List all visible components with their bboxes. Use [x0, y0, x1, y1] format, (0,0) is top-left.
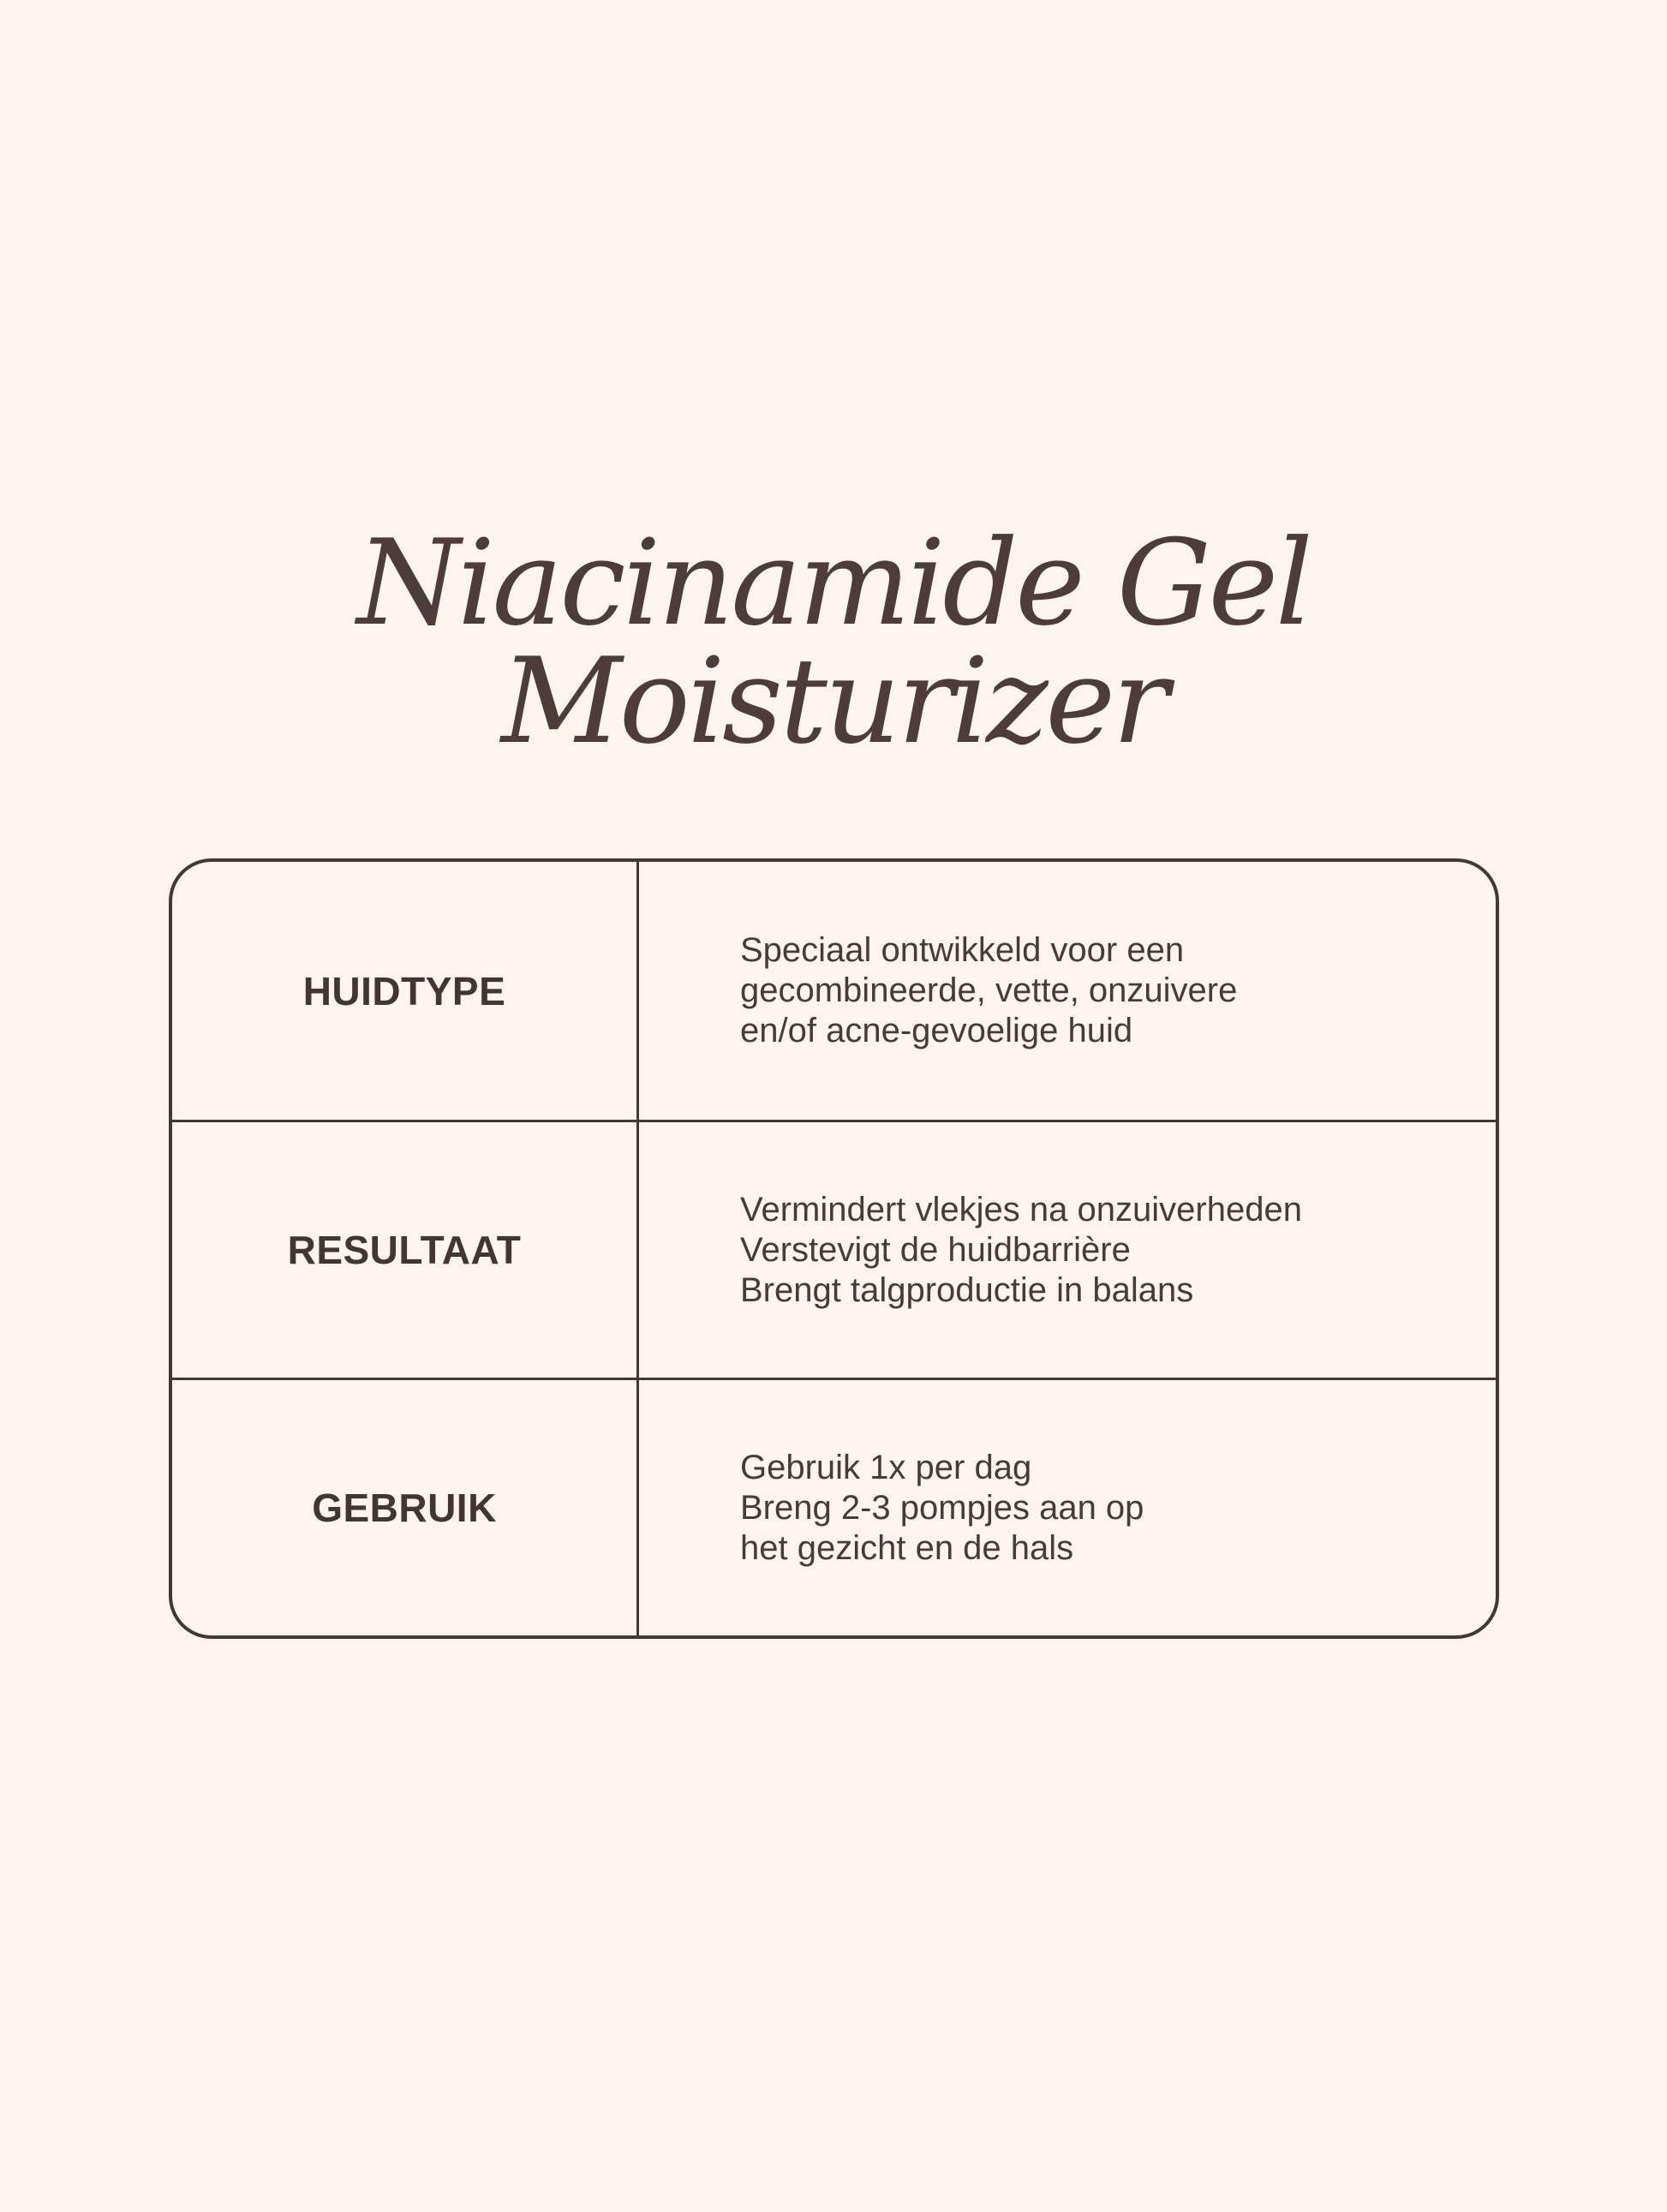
gebruik-content-line: het gezicht en de hals [740, 1528, 1074, 1567]
resultaat-content-line: Vermindert vlekjes na onzuiverheden [740, 1190, 1302, 1229]
table-row-resultaat-content-cell [639, 1120, 1496, 1378]
gebruik-label: GEBRUIK [312, 1486, 497, 1530]
table-row-huidtype-content-cell [639, 862, 1496, 1120]
product-info-table [169, 858, 1499, 1639]
table-row-gebruik-label-cell [172, 1378, 639, 1635]
product-title [0, 514, 1667, 771]
gebruik-content-line: Gebruik 1x per dag [740, 1448, 1032, 1486]
resultaat-label: RESULTAAT [287, 1228, 522, 1272]
table-row-huidtype-label-cell [172, 862, 639, 1120]
product-title-line-2: Moisturizer [500, 632, 1167, 771]
gebruik-content [740, 1448, 1144, 1569]
resultaat-content [740, 1190, 1302, 1311]
resultaat-content-line: Verstevigt de huidbarrière [740, 1230, 1131, 1269]
gebruik-content-line: Breng 2-3 pompjes aan op [740, 1488, 1144, 1527]
huidtype-label: HUIDTYPE [302, 968, 506, 1013]
huidtype-content-line: en/of acne-gevoelige huid [740, 1012, 1133, 1049]
huidtype-content-line: Speciaal ontwikkeld voor een [740, 931, 1185, 969]
huidtype-content [740, 930, 1237, 1051]
table-row-resultaat-label-cell [172, 1120, 639, 1378]
huidtype-content-line: gecombineerde, vette, onzuivere [740, 971, 1238, 1009]
table-row-gebruik-content-cell [639, 1378, 1496, 1635]
product-title-line-1: Niacinamide Gel [356, 514, 1311, 653]
resultaat-content-line: Brengt talgproductie in balans [740, 1270, 1194, 1309]
